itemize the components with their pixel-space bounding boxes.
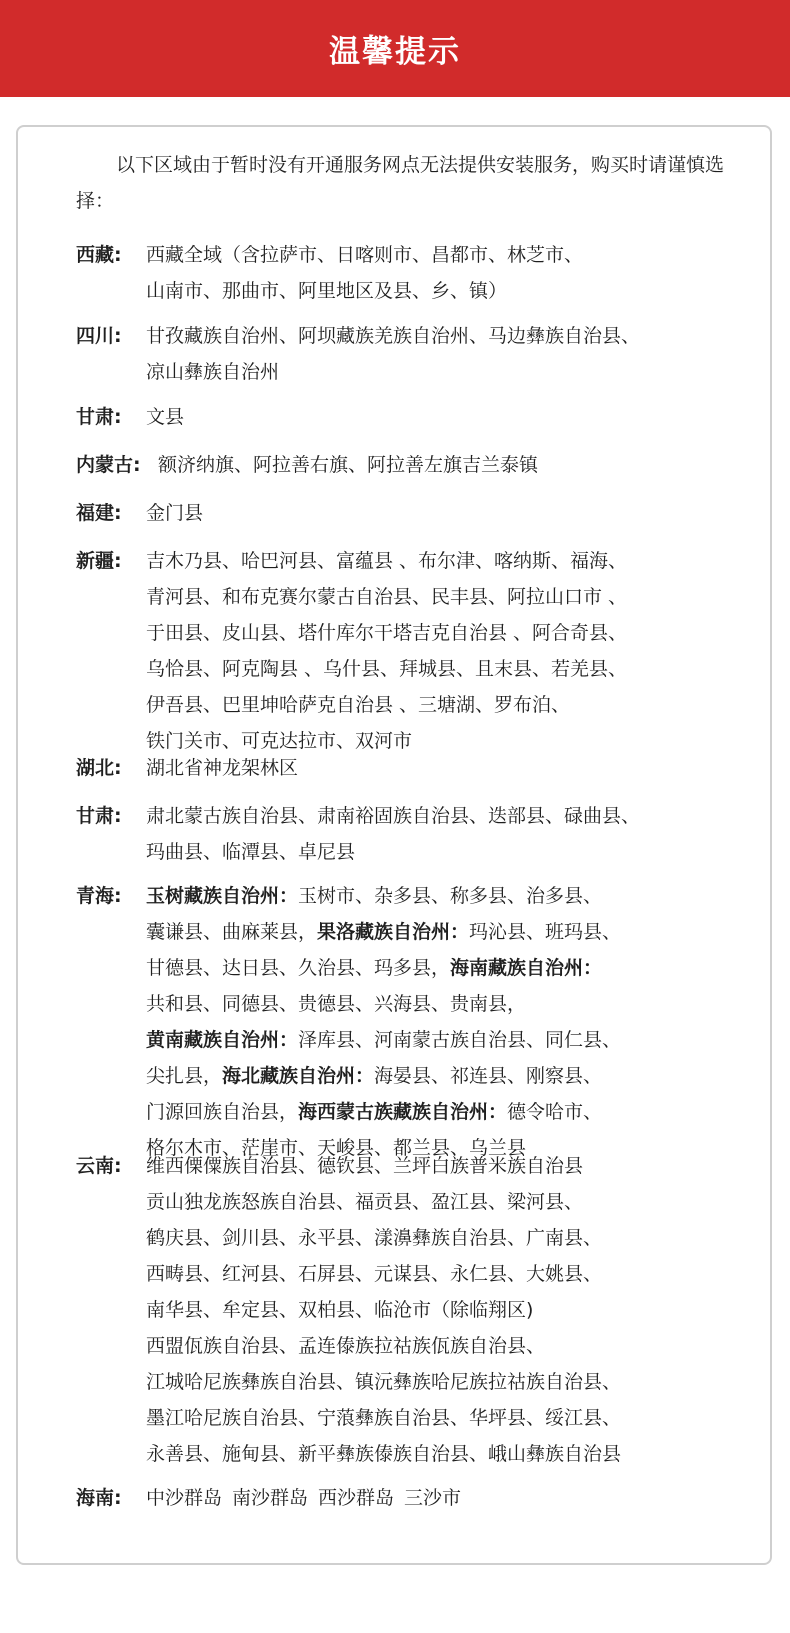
region-areas bbox=[146, 878, 756, 1166]
region-name: 内蒙古: bbox=[76, 454, 141, 476]
area-line: 乌恰县、阿克陶县 、乌什县、拜城县、且末县、若羌县、 bbox=[146, 658, 628, 680]
area-line: 鹤庆县、剑川县、永平县、漾濞彝族自治县、广南县、 bbox=[146, 1227, 603, 1249]
county-list: 门源回族自治县， bbox=[146, 1101, 299, 1123]
region-qinghai bbox=[76, 878, 756, 1166]
region-name: 云南: bbox=[76, 1155, 122, 1177]
area-line bbox=[146, 1058, 756, 1094]
area-line bbox=[146, 950, 756, 986]
county-list: 玛沁县、班玛县、 bbox=[469, 921, 622, 943]
area-line: 铁门关市、可克达拉市、双河市 bbox=[146, 730, 413, 752]
region-areas bbox=[158, 447, 756, 483]
region-areas bbox=[146, 543, 756, 759]
region-areas bbox=[146, 237, 756, 309]
area-line: 于田县、皮山县、塔什库尔干塔吉克自治县 、阿合奇县、 bbox=[146, 622, 628, 644]
area-line: 额济纳旗、阿拉善右旗、阿拉善左旗吉兰泰镇 bbox=[158, 454, 539, 476]
county-list: 玉树市、杂多县、称多县、治多县、 bbox=[298, 885, 603, 907]
prefecture-label: 黄南藏族自治州： bbox=[146, 1029, 299, 1051]
region-gansu bbox=[76, 399, 756, 435]
region-xinjiang bbox=[76, 543, 756, 759]
area-line: 江城哈尼族彝族自治县、镇沅彝族哈尼族拉祜族自治县、 bbox=[146, 1371, 622, 1393]
banner-title: 温馨提示 bbox=[329, 34, 461, 70]
region-sichuan bbox=[76, 318, 756, 390]
area-line: 玛曲县、临潭县、卓尼县 bbox=[146, 841, 356, 863]
region-areas bbox=[146, 1480, 756, 1516]
prefecture-label: 海北藏族自治州： bbox=[222, 1065, 375, 1087]
area-line bbox=[146, 1022, 756, 1058]
county-list: 德令哈市、 bbox=[507, 1101, 603, 1123]
area-item: 南沙群岛 bbox=[232, 1487, 309, 1509]
area-line: 湖北省神龙架林区 bbox=[146, 757, 299, 779]
area-line: 西畴县、红河县、石屏县、元谋县、永仁县、大姚县、 bbox=[146, 1263, 603, 1285]
header-banner bbox=[0, 0, 790, 97]
region-areas bbox=[146, 1148, 756, 1472]
area-item: 三沙市 bbox=[404, 1487, 462, 1509]
region-areas bbox=[146, 750, 756, 786]
prefecture-label: 海南藏族自治州： bbox=[450, 957, 603, 979]
region-xizang bbox=[76, 237, 756, 309]
area-line bbox=[146, 878, 756, 914]
intro-line: 时请谨慎选择： bbox=[76, 154, 725, 212]
region-gansu-2 bbox=[76, 798, 756, 870]
region-name: 湖北: bbox=[76, 757, 122, 779]
area-line: 山南市、那曲市、阿里地区及县、乡、镇） bbox=[146, 280, 508, 302]
region-name: 西藏: bbox=[76, 244, 122, 266]
region-areas bbox=[146, 399, 756, 435]
area-line: 肃北蒙古族自治县、肃南裕固族自治县、迭部县、碌曲县、 bbox=[146, 805, 641, 827]
area-line: 南华县、牟定县、双柏县、临沧市（除临翔区) bbox=[146, 1299, 534, 1321]
region-name: 新疆: bbox=[76, 550, 122, 572]
region-yunnan bbox=[76, 1148, 756, 1472]
prefecture-label: 果洛藏族自治州： bbox=[317, 921, 470, 943]
region-neimenggu bbox=[76, 447, 756, 483]
prefecture-label: 玉树藏族自治州： bbox=[146, 885, 299, 907]
area-line bbox=[146, 1480, 756, 1516]
area-line: 格尔木市、茫崖市、天峻县、都兰县、乌兰县 bbox=[146, 1137, 527, 1159]
region-areas bbox=[146, 798, 756, 870]
intro-paragraph bbox=[76, 147, 744, 219]
area-line: 永善县、施甸县、新平彝族傣族自治县、峨山彝族自治县 bbox=[146, 1443, 622, 1465]
region-hubei bbox=[76, 750, 756, 786]
area-line bbox=[146, 914, 756, 950]
prefecture-label: 海西蒙古族藏族自治州： bbox=[298, 1101, 508, 1123]
area-line: 西藏全域（含拉萨市、日喀则市、昌都市、林芝市、 bbox=[146, 244, 584, 266]
region-areas bbox=[146, 495, 756, 531]
area-line: 墨江哈尼族自治县、宁蒗彝族自治县、华坪县、绥江县、 bbox=[146, 1407, 622, 1429]
county-list: 甘德县、达日县、久治县、玛多县， bbox=[146, 957, 451, 979]
region-hainan bbox=[76, 1480, 756, 1516]
area-line: 金门县 bbox=[146, 502, 204, 524]
region-name: 甘肃: bbox=[76, 406, 122, 428]
area-item: 中沙群岛 bbox=[146, 1487, 223, 1509]
notice-card bbox=[16, 125, 772, 1565]
region-areas bbox=[146, 318, 756, 390]
area-line: 贡山独龙族怒族自治县、福贡县、盈江县、梁河县、 bbox=[146, 1191, 584, 1213]
area-line: 伊吾县、巴里坤哈萨克自治县 、三塘湖、罗布泊、 bbox=[146, 694, 571, 716]
region-fujian bbox=[76, 495, 756, 531]
intro-line: 以下区域由于暂时没有开通服务网点无法提供安装服务，购买 bbox=[116, 154, 630, 176]
area-line: 吉木乃县、哈巴河县、富蕴县 、布尔津、喀纳斯、福海、 bbox=[146, 550, 628, 572]
region-name: 青海: bbox=[76, 885, 122, 907]
county-list: 海晏县、祁连县、刚察县、 bbox=[374, 1065, 603, 1087]
region-name: 福建: bbox=[76, 502, 122, 524]
county-list: 囊谦县、曲麻莱县， bbox=[146, 921, 318, 943]
area-line: 甘孜藏族自治州、阿坝藏族羌族自治州、马边彝族自治县、 bbox=[146, 325, 641, 347]
area-line: 共和县、同德县、贵德县、兴海县、贵南县， bbox=[146, 993, 527, 1015]
region-name: 海南: bbox=[76, 1487, 122, 1509]
area-line: 西盟佤族自治县、孟连傣族拉祜族佤族自治县、 bbox=[146, 1335, 546, 1357]
area-line: 维西傈僳族自治县、德钦县、兰坪白族普米族自治县 bbox=[146, 1155, 584, 1177]
area-item: 西沙群岛 bbox=[318, 1487, 395, 1509]
area-line bbox=[146, 1094, 756, 1130]
region-name: 甘肃: bbox=[76, 805, 122, 827]
county-list: 尖扎县， bbox=[146, 1065, 223, 1087]
area-line: 凉山彝族自治州 bbox=[146, 361, 280, 383]
area-line: 青河县、和布克赛尔蒙古自治县、民丰县、阿拉山口市 、 bbox=[146, 586, 628, 608]
region-name: 四川: bbox=[76, 325, 122, 347]
area-line: 文县 bbox=[146, 406, 185, 428]
county-list: 泽库县、河南蒙古族自治县、同仁县、 bbox=[298, 1029, 622, 1051]
